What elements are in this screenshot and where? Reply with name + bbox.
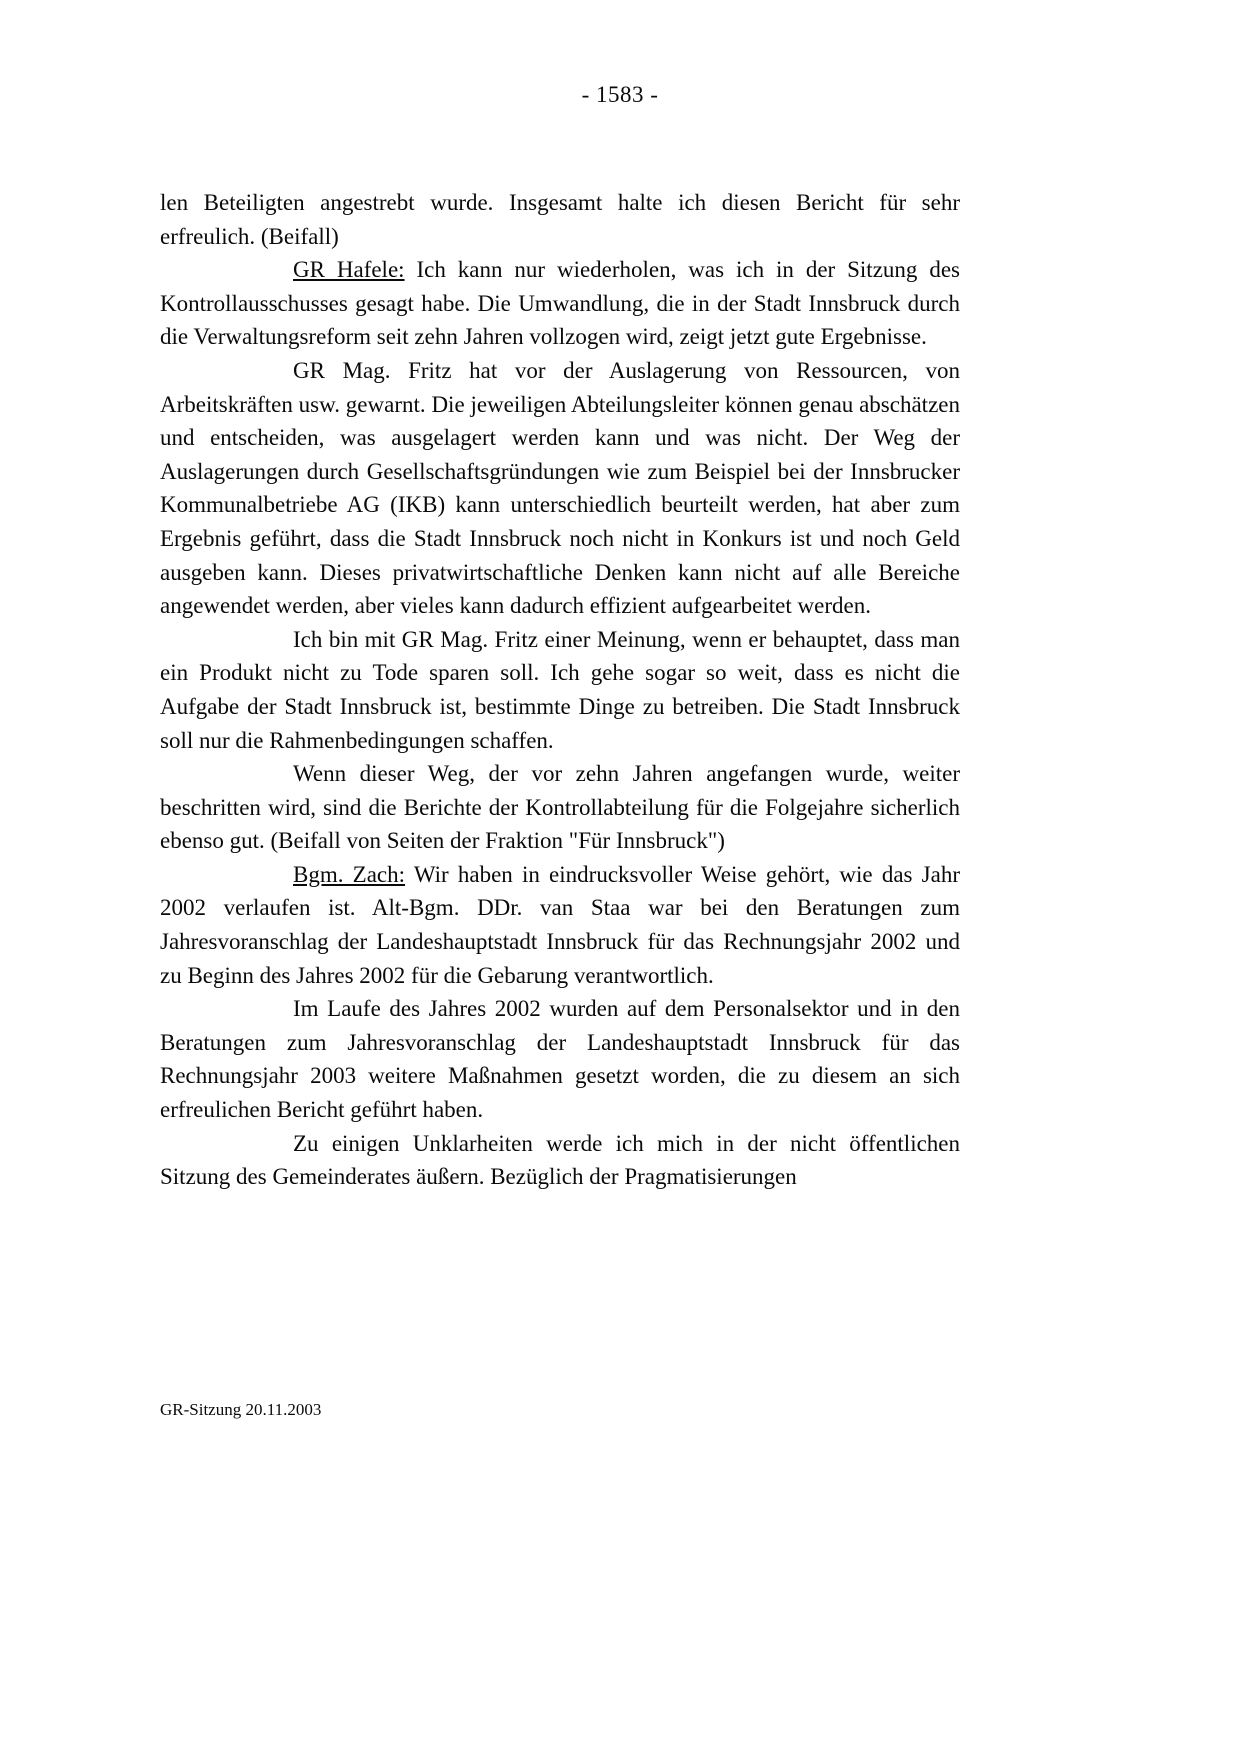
text-block: [160, 186, 960, 1194]
paragraph-text: len Beteiligten angestrebt wurde. Insgesamt halte ich diesen Bericht für sehr erfreulich. (Beifall): [160, 190, 960, 249]
paragraph-text: Ich kann nur wiederholen, was ich in der Sitzung des Kontrollausschusses gesagt habe. Die Umwandlung, die in der Stadt Innsbruck durch die Verwaltungsreform seit zehn Jahren vollzogen wird, zeigt jetzt gute Ergebnisse.: [160, 257, 960, 350]
paragraph: [160, 1127, 960, 1194]
paragraph-text: Ich bin mit GR Mag. Fritz einer Meinung, wenn er behauptet, dass man ein Produkt nicht zu Tode sparen soll. Ich gehe sogar so weit, dass es nicht die Aufgabe der Stadt Innsbruck ist, bestimmte Dinge zu betreiben. Die Stadt Innsbruck soll nur die Rahmenbedingungen schaffen.: [160, 626, 960, 753]
paragraph-text: Wir haben in eindrucksvoller Weise gehört, wie das Jahr 2002 verlaufen ist. Alt-Bgm. DDr. van Staa war bei den Beratungen zum Jahresvoranschlag der Landeshauptstadt Innsbruck für das Rechnungsjahr 2002 und zu Beginn des Jahres 2002 für die Gebarung verantwortlich.: [160, 861, 961, 988]
speaker-name: GR Hafele:: [293, 257, 405, 283]
paragraph: [160, 186, 960, 253]
paragraph: [160, 992, 960, 1126]
paragraph-text: GR Mag. Fritz hat vor der Auslagerung von Ressourcen, von Arbeitskräften usw. gewarnt. Die jeweiligen Abteilungsleiter können genau abschätzen und entscheiden, was ausgelagert werden kann und was nicht. Der Weg der Auslagerungen durch Gesellschaftsgründungen wie zum Beispiel bei der Innsbrucker Kommunalbetriebe AG (IKB) kann unterschiedlich beurteilt werden, hat aber zum Ergebnis geführt, dass die Stadt Innsbruck noch nicht in Konkurs ist und noch Geld ausgeben kann. Dieses privatwirtschaftliche Denken kann nicht auf alle Bereiche angewendet werden, aber vieles kann dadurch effizient aufgearbeitet werden.: [160, 357, 960, 619]
paragraph: [160, 858, 960, 992]
paragraph-text: Wenn dieser Weg, der vor zehn Jahren angefangen wurde, weiter beschritten wird, sind die Berichte der Kontrollabteilung für die Folgejahre sicherlich ebenso gut. (Beifall von Seiten der Fraktion "Für Innsbruck"): [160, 761, 960, 854]
speaker-name: Bgm. Zach:: [293, 861, 406, 887]
page-number: - 1583 -: [581, 82, 659, 107]
paragraph-text: Im Laufe des Jahres 2002 wurden auf dem Personalsektor und in den Beratungen zum Jahresvoranschlag der Landeshauptstadt Innsbruck für das Rechnungsjahr 2003 weitere Maßnahmen gesetzt worden, die zu diesem an sich erfreulichen Bericht geführt haben.: [160, 996, 960, 1123]
paragraph: [160, 623, 960, 757]
paragraph: [160, 354, 960, 623]
paragraph: [160, 757, 960, 858]
page-footer: GR-Sitzung 20.11.2003: [160, 1400, 322, 1419]
paragraph: [160, 253, 960, 354]
paragraph-text: Zu einigen Unklarheiten werde ich mich in der nicht öffentlichen Sitzung des Gemeinderates äußern. Bezüglich der Pragmatisierungen: [160, 1130, 960, 1190]
